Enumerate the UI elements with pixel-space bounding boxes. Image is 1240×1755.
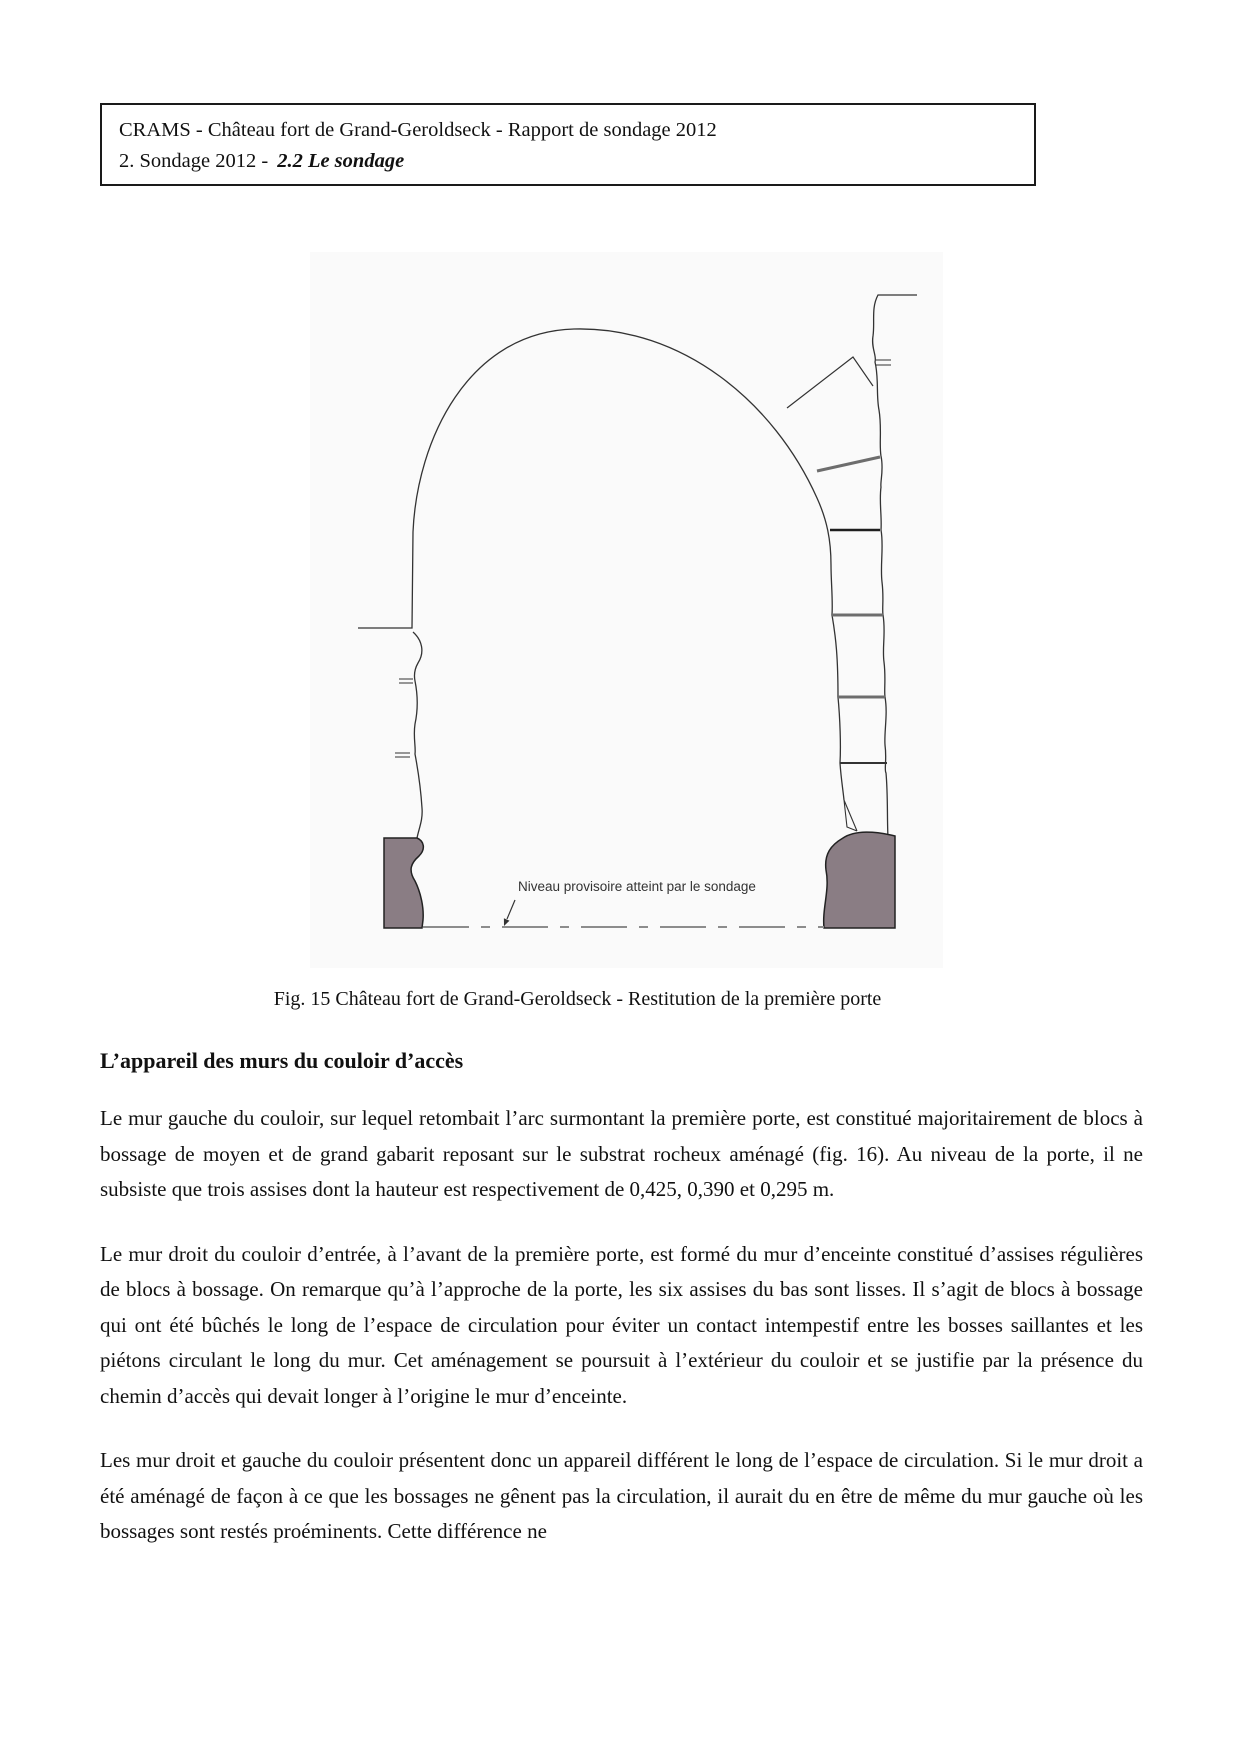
paragraph-left-wall: Le mur gauche du couloir, sur lequel retombait l’arc surmontant la première porte, est constitué majoritairement de blocs à bossage de moyen et de grand gabarit reposant sur le substrat rocheux aménagé (fig. 16). Au niveau de la porte, il ne subsiste que trois assises dont la hauteur est respectivement de 0,425, 0,390 et 0,295 m. bbox=[100, 1106, 1143, 1201]
bedrock-left bbox=[384, 838, 423, 928]
body-text-block bbox=[100, 1101, 1143, 1579]
paragraph-right-wall: Le mur droit du couloir d’entrée, à l’avant de la première porte, est formé du mur d’enceinte constitué d’assises régulières de blocs à bossage. On remarque qu’à l’approche de la porte, les six assises du bas sont lisses. Il s’agit de blocs à bossage qui ont été bûchés le long de l’espace de circulation pour éviter un contact intempestif entre les bosses saillantes et les piétons circulant le long du mur. Cet aménagement se poursuit à l’extérieur du couloir et se justifie par la présence du chemin d’accès qui devait longer à l’origine le mur d’enceinte. bbox=[100, 1241, 1143, 1408]
voussoir-joint-2 bbox=[817, 457, 880, 471]
section-name: 2.2 Le sondage bbox=[277, 150, 405, 172]
chapter-number: 2. Sondage 2012 - bbox=[119, 150, 269, 172]
excavation-level-label: Niveau provisoire atteint par le sondage bbox=[518, 879, 756, 894]
figure-15 bbox=[310, 252, 943, 968]
arch-outline bbox=[358, 329, 844, 800]
chapter-breadcrumb bbox=[119, 146, 1034, 177]
left-jamb-tick-upper bbox=[399, 679, 413, 683]
report-title: CRAMS - Château fort de Grand-Geroldseck - Rapport de sondage 2012 bbox=[119, 119, 717, 141]
section-heading: L’appareil des murs du couloir d’accès bbox=[100, 1048, 464, 1073]
paragraph-comparison: Les mur droit et gauche du couloir présentent donc un appareil différent le long de l’espace de circulation. Si le mur droit a été aménagé de façon à ce que les bossages ne gênent pas la circulation, il aurait du en être de même du mur gauche où les bossages sont restés proéminents. Cette différence ne bbox=[100, 1448, 1143, 1543]
bedrock-right bbox=[824, 832, 895, 928]
gate-elevation-drawing bbox=[310, 252, 943, 968]
right-wall-edge bbox=[873, 295, 917, 838]
left-jamb-tick-lower bbox=[395, 753, 410, 757]
report-header-box bbox=[100, 103, 1036, 186]
figure-caption: Fig. 15 Château fort de Grand-Geroldseck - Restitution de la première porte bbox=[273, 988, 882, 1010]
leader-line bbox=[507, 900, 515, 919]
leader-arrowhead bbox=[504, 918, 510, 926]
right-wall-tick bbox=[876, 360, 891, 365]
voussoir-joint-1 bbox=[787, 357, 873, 408]
left-jamb-edge bbox=[413, 632, 422, 838]
right-jamb-taper bbox=[844, 800, 857, 831]
